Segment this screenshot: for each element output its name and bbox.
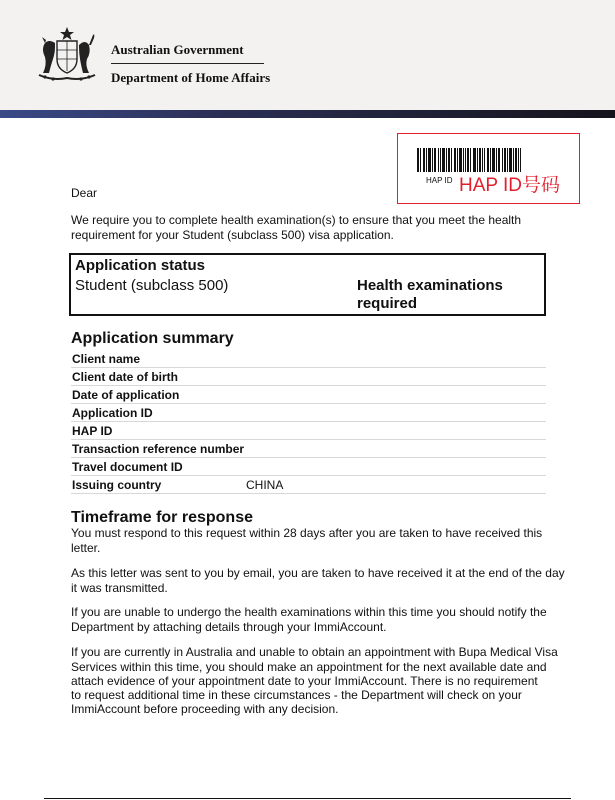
table-row	[71, 440, 546, 458]
intro-line-1: We require you to complete health examination(s) to ensure that you meet the health	[71, 213, 522, 227]
timeframe-heading: Timeframe for response	[71, 509, 253, 526]
header-band	[0, 110, 615, 118]
status-result	[357, 277, 537, 313]
table-row	[71, 386, 546, 404]
hap-id-caption: HAP ID	[426, 176, 453, 185]
row-value: CHINA	[246, 478, 284, 492]
timeframe-p2-line-2: it was transmitted.	[71, 581, 168, 595]
timeframe-p2-line-1: As this letter was sent to you by email, you are taken to have received it at the end of the day	[71, 566, 565, 580]
status-visa: Student (subclass 500)	[75, 277, 229, 294]
application-status-box	[69, 253, 546, 316]
title-divider	[111, 63, 264, 64]
government-title-block	[111, 42, 270, 86]
status-title: Application status	[75, 257, 206, 274]
letterhead	[0, 0, 615, 110]
table-row	[71, 368, 546, 386]
summary-heading: Application summary	[71, 330, 234, 347]
salutation: Dear	[71, 186, 98, 200]
timeframe-p4-line-1: If you are currently in Australia and unable to obtain an appointment with Bupa Medical Visa	[71, 645, 558, 659]
row-label: Client date of birth	[72, 370, 178, 384]
timeframe-p3-line-1: If you are unable to undergo the health examinations within this time you should notify the	[71, 605, 547, 619]
row-label: Issuing country	[72, 478, 162, 492]
row-label: Travel document ID	[72, 460, 183, 474]
barcode-icon	[417, 148, 521, 172]
status-result-line-2: required	[357, 295, 418, 312]
row-label: Date of application	[72, 388, 180, 402]
department-name: Department of Home Affairs	[111, 70, 271, 85]
table-row	[71, 476, 546, 494]
timeframe-p4-line-4: to request additional time in these circumstances - the Department will check on your	[71, 688, 522, 702]
application-summary-table	[71, 350, 546, 494]
timeframe-p1-line-2: letter.	[71, 541, 101, 555]
table-row	[71, 422, 546, 440]
row-label: Transaction reference number	[72, 442, 245, 456]
row-label: Application ID	[72, 406, 153, 420]
row-label: HAP ID	[72, 424, 113, 438]
timeframe-p3-line-2: Department by attaching details through your ImmiAccount.	[71, 620, 387, 634]
row-label: Client name	[72, 352, 141, 366]
table-row	[71, 350, 546, 368]
status-result-line-1: Health examinations	[357, 277, 503, 294]
timeframe-p4-line-5: ImmiAccount before proceeding with any decision.	[71, 702, 339, 716]
hap-id-annotation-text: HAP ID号码	[459, 175, 561, 196]
timeframe-p4-line-2: Services within this time, you should make an appointment for the next available date and	[71, 660, 547, 674]
table-row	[71, 458, 546, 476]
government-name: Australian Government	[111, 42, 244, 57]
table-row	[71, 404, 546, 422]
intro-line-2: requirement for your Student (subclass 500) visa application.	[71, 228, 394, 242]
coat-of-arms-icon	[33, 25, 101, 83]
footer-divider	[44, 798, 571, 799]
timeframe-p4-line-3: attach evidence of your appointment date to your ImmiAccount. There is no requirement	[71, 674, 538, 688]
timeframe-p1-line-1: You must respond to this request within 28 days after you are taken to have received this	[71, 526, 543, 540]
